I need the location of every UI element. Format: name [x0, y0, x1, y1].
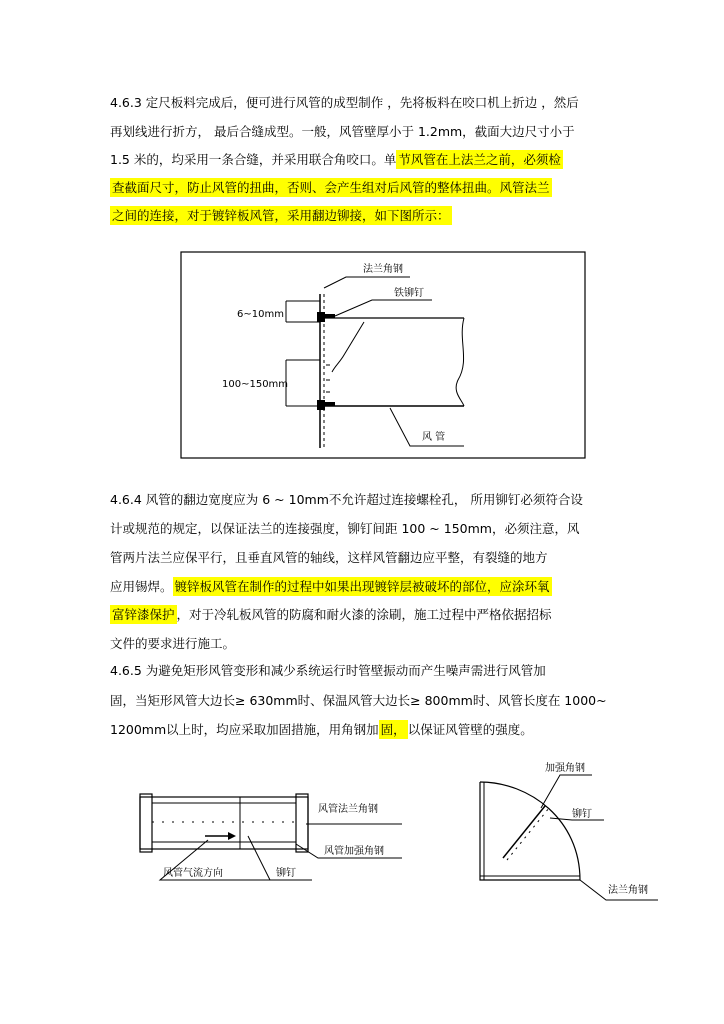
text-line: 管两片法兰应保平行，且垂直风管的轴线，这样风管翻边应平整，有裂缝的地方	[110, 550, 548, 565]
text-segment: 1200mm以上时，均应采取加固措施，用角钢加	[110, 722, 379, 737]
rivet-bottom	[317, 400, 325, 410]
text-line: 固，当矩形风管大边长≥ 630mm时、保温风管大边长≥ 800mm时、风管长度在 1000~	[110, 693, 607, 708]
flange-left	[140, 794, 152, 852]
highlighted-text: 之间的连接，对于镀锌板风管，采用翻边铆接，如下图所示：	[112, 208, 450, 223]
label-rivet: 铆钉	[276, 868, 296, 879]
leader-line	[541, 775, 592, 808]
leader-line	[390, 408, 464, 446]
label-stiffener-angle: 加强角钢	[545, 763, 585, 774]
text-line: 4.6.5 为避免矩形风管变形和减少系统运行时管壁振动而产生噪声需进行风管加	[110, 663, 546, 678]
label-flange-angle: 法兰角钢	[363, 264, 403, 275]
label-dim-flange: 6~10mm	[237, 309, 284, 320]
text-line: 文件的要求进行施工。	[110, 636, 236, 651]
text-line: 再划线进行折方， 最后合缝成型。一般，风管壁厚小于 1.2mm，截面大边尺寸小于	[110, 124, 575, 139]
text-segment: 应用锡焊。	[110, 579, 173, 594]
text-line	[110, 208, 452, 224]
elbow-outer	[480, 782, 580, 880]
duct-body	[140, 797, 308, 849]
highlighted-text: 镀锌板风管在制作的过程中如果出现镀锌层被破坏的部位，应涂环氧	[174, 579, 550, 594]
highlighted-text: 富锌漆保护	[112, 607, 175, 622]
rivet-top	[317, 312, 325, 322]
label-dim-spacing: 100~150mm	[222, 379, 289, 390]
break-line	[332, 322, 364, 372]
flange-right	[296, 794, 308, 852]
label-rivet: 铁铆钉	[394, 288, 424, 299]
leader-line	[248, 836, 312, 880]
text-segment: 以保证风管壁的强度。	[407, 722, 533, 737]
elbow-inner	[480, 782, 580, 880]
highlighted-text: 节风管在上法兰之前，必须检	[398, 152, 561, 167]
text-segment: ，对于冷轧板风管的防腐和耐火漆的涂刷，施工过程中严格依据招标	[176, 607, 552, 622]
break-line	[456, 318, 464, 406]
text-line: 4.6.3 定尺板料完成后，便可进行风管的成型制作 ，先将板料在咬口机上折边 ，然后	[110, 95, 579, 110]
text-line	[110, 180, 552, 196]
highlighted-text: 查截面尺寸，防止风管的扭曲，否则、会产生组对后风管的整体扭曲。风管法兰	[112, 180, 550, 195]
leader-line	[324, 277, 410, 288]
text-line	[110, 579, 552, 595]
text-line: 4.6.4 风管的翻边宽度应为 6 ~ 10mm不允许超过连接螺栓孔， 所用铆钉必须符合设	[110, 492, 583, 507]
stiffener-angle	[503, 806, 545, 858]
leader-line	[296, 844, 402, 858]
label-flange-angle: 法兰角钢	[608, 885, 648, 896]
leader-line	[335, 300, 432, 316]
text-line: 计或规范的规定，以保证法兰的连接强度，铆钉间距 100 ~ 150mm，必须注意，风	[110, 521, 580, 536]
text-line	[110, 607, 552, 623]
leader-line	[580, 880, 658, 900]
label-rivet: 铆钉	[572, 809, 592, 820]
label-flange-angle: 风管法兰角钢	[318, 804, 378, 815]
figure-frame	[181, 252, 585, 458]
leader-line	[550, 818, 604, 820]
text-segment: 1.5 米的，均采用一条合缝，并采用联合角咬口。单	[110, 152, 397, 167]
leader-line	[160, 840, 270, 880]
highlighted-text: 固，	[380, 722, 406, 737]
text-line	[110, 152, 563, 168]
label-stiffener-angle: 风管加强角钢	[324, 846, 384, 857]
stiffener-rivets	[507, 808, 549, 860]
label-duct: 风 管	[422, 432, 446, 443]
label-airflow-direction: 风管气流方向	[163, 868, 223, 879]
text-line	[110, 722, 533, 738]
